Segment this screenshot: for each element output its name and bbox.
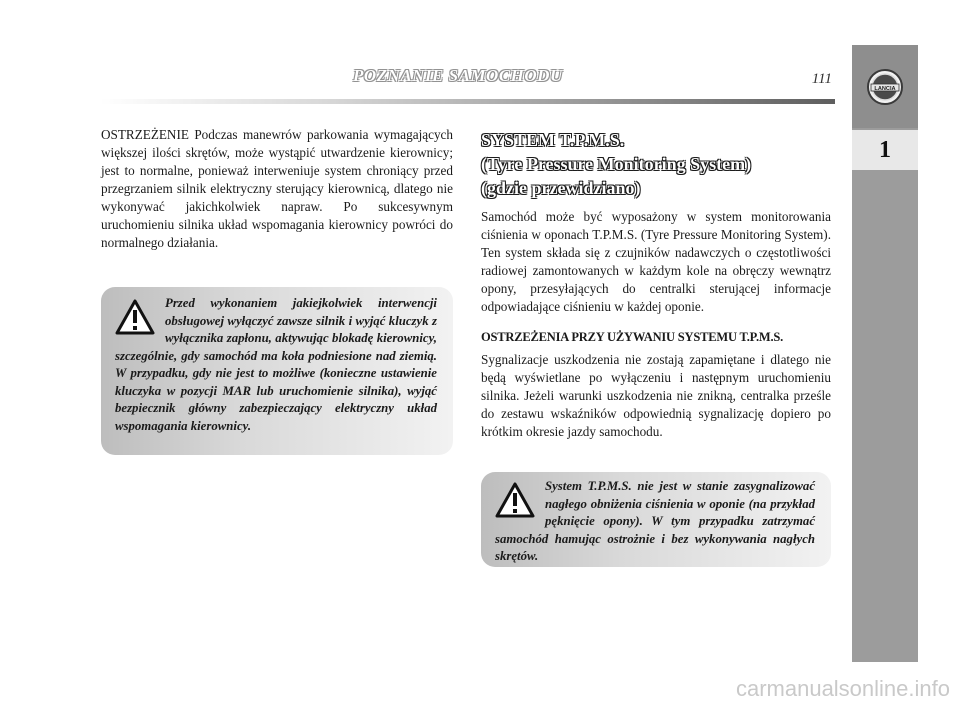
left-column — [101, 126, 453, 252]
lancia-shield-icon — [865, 67, 905, 107]
warning-text-tpms: System T.P.M.S. nie jest w stanie zasygnalizować nagłego obniżenia ciśnienia w oponie (na przykład pęknięcie opony). W tym przypadku zatrzymać samochód hamując ostrożnie i bez wykonywania nagłych skrętów. — [495, 479, 815, 563]
warning-box-tpms — [481, 472, 831, 567]
warning-text-maintenance: Przed wykonaniem jakiejkolwiek interwencji obsługowej wyłączyć zawsze silnik i wyjąć kluczyk z wyłącznika zapłonu, aktywując blokadę kierownicy, szczególnie, gdy samochód ma koła podniesione nad ziemią. W przypadku, gdy nie jest to możliwe (konieczne ustawienie kluczyka w pozycji MAR lub uruchomienie silnika), wyjąć bezpiecznik główny zabezpieczający elektryczny układ wspomagania kierownicy. — [115, 296, 437, 433]
header-title: POZNANIE SAMOCHODU — [353, 66, 563, 85]
watermark: carmanualsonline.info — [735, 676, 950, 701]
tpms-subheading: OSTRZEŻENIA PRZY UŻYWANIU SYSTEMU T.P.M.S. — [481, 330, 784, 344]
section-title-line-2: (Tyre Pressure Monitoring System) — [481, 154, 752, 174]
page-number: 111 — [811, 71, 832, 87]
steering-warning-paragraph: OSTRZEŻENIE Podczas manewrów parkowania wymagających większej ilości skrętów, może wystąpić utwardzenie kierownicy; jest to normalne, ponieważ interweniuje system chroniący przed przegrzaniem silnik elektryczny sterujący kierownicą, dlatego nie wykonywać jakichkolwiek napraw. Po sukcesywnym uruchomieniu silnika układ wspomagania kierownicy powróci do normalnego działania. — [101, 127, 453, 250]
section-title-line-3: (gdzie przewidziano) — [481, 178, 641, 198]
tpms-fault-paragraph: Sygnalizacje uszkodzenia nie zostają zapamiętane i dlatego nie będą wyświetlane po wyłączeniu i następnym uruchomieniu silnika. Jeżeli warunki uszkodzenia nie znikną, centralka prześle do zestawu wskaźników odpowiednią sygnalizację dopiero po krótkim okresie jazdy samochodu. — [481, 352, 831, 439]
section-title — [481, 128, 831, 200]
warning-box-maintenance — [101, 287, 453, 455]
right-column — [481, 128, 831, 441]
chapter-number: 1 — [852, 130, 918, 170]
brand-logo — [852, 45, 918, 128]
section-title-line-1: SYSTEM T.P.M.S. — [481, 130, 625, 150]
logo-text: LANCIA — [874, 85, 896, 92]
warning-triangle-icon — [115, 299, 155, 335]
tpms-description-paragraph: Samochód może być wyposażony w system monitorowania ciśnienia w oponach T.P.M.S. (Tyre Pressure Monitoring System). Ten system składa się z czujników nadawczych o częstotliwości radiowej zamontowanych w każdym kole na obręczy wewnątrz opony, przesyłających do centralki sterującej informacje odpowiadające ciśnieniu w każdej oponie. — [481, 209, 831, 314]
warning-triangle-icon — [495, 482, 535, 518]
header-divider — [100, 99, 835, 104]
